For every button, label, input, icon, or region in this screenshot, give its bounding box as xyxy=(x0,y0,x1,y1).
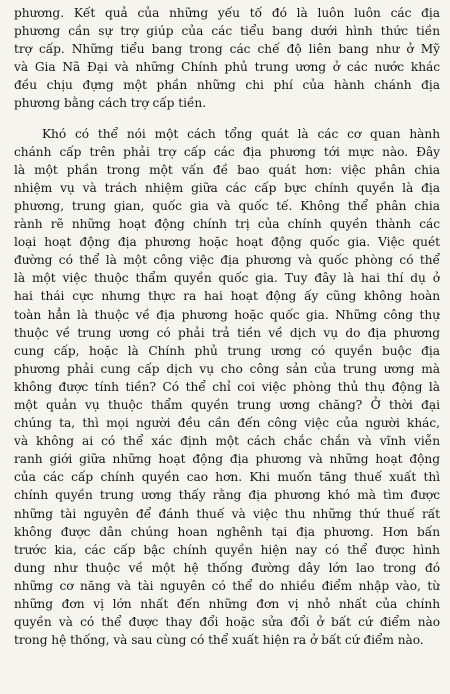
text-line: trước kia, các cấp bậc chính quyền hiện nay có thể được hình xyxy=(14,542,440,557)
text-line: Khó có thể nói một cách tổng quát là các cơ quan hành xyxy=(42,126,440,141)
text-line: phương phải cung cấp dịch vụ cho công sản của trung ương mà xyxy=(14,361,440,376)
text-line: đều chịu đựng một phần những chi phí của hành chánh địa xyxy=(14,78,440,93)
text-line: phương, trung gian, quốc gia và quốc tế. Không thể phân chia xyxy=(14,198,440,213)
text-line: không được tính tiền? Có thể chỉ coi việc phòng thủ thụ động là xyxy=(14,379,440,394)
text-line: những đơn vị lớn nhất đến những đơn vị nhỏ nhất của chính xyxy=(14,597,440,611)
text-line: chính quyền trung ương thấy rằng địa phương khó mà tìm được xyxy=(14,488,440,503)
text-line: những tài nguyên để đánh thuế và việc thu những thứ thuế rất xyxy=(14,506,440,521)
text-line: là một phần trong một vấn đề bao quát hơn: việc phân chia xyxy=(14,162,440,177)
text-line: ranh giới giữa những hoạt động địa phương và những hoạt động xyxy=(14,452,440,467)
text-line: phương cần sự trợ giúp của các tiểu bang dưới hình thức tiền xyxy=(14,24,440,39)
text-line: thuộc về trung ương có phải trả tiền về dịch vụ do địa phương xyxy=(14,325,440,340)
text-line: rành rẽ những hoạt động chính trị của chính quyền thành các xyxy=(14,217,440,232)
text-line: không được dân chúng hoan nghênh tại địa phương. Hơn bấn xyxy=(14,524,440,539)
text-line: quyền và có thể được thay đổi hoặc sửa đổi ở bất cứ điểm nào xyxy=(14,615,440,630)
text-line: loại hoạt động địa phương hoặc hoạt động quốc gia. Việc quét xyxy=(14,235,440,250)
text-line: trong hệ thống, và sau cùng có thể xuất hiện ra ở bất cứ điểm nào. xyxy=(14,633,424,648)
text-line: dung như thuộc về một hệ thống đường dây lớn lao trong đó xyxy=(14,560,440,575)
text-line: hai thái cực nhưng thực ra hai hoạt động ấy cũng không hoàn xyxy=(14,289,440,304)
text-line: cung cấp, hoặc là Chính phủ trung ương có quyền buộc địa xyxy=(14,343,440,358)
paragraph-1 xyxy=(14,4,440,113)
text-line: và không ai có thể xác định một cách chắc chắn và vĩnh viễn xyxy=(14,434,440,449)
text-line: nhiệm vụ và trách nhiệm giữa các cấp bực chính quyền là địa xyxy=(14,180,440,195)
text-line: phương bằng cách trợ cấp tiền. xyxy=(14,96,207,111)
text-line: phương. Kết quả của những yếu tố đó là luôn luôn các địa xyxy=(14,6,440,20)
text-line: những cơ năng và tài nguyên có thể do nhiều điểm nhập vào, từ xyxy=(14,578,440,593)
text-line: của các cấp chính quyền cao hơn. Khi muốn tăng thuế xuất thì xyxy=(14,470,440,485)
text-line: chúng ta, thì mọi người đều cần đến công việc của người khác, xyxy=(14,416,440,431)
text-line: là một việc thuộc thẩm quyền quốc gia. Tuy đây là hai thí dụ ở xyxy=(14,271,440,286)
text-line: trợ cấp. Những tiểu bang trong các chế độ liên bang như ở Mỹ xyxy=(14,42,440,57)
text-line: đường có thể là một công việc địa phương và quốc phòng có thể xyxy=(14,253,440,268)
text-line: toàn hẳn là thuộc về địa phương hoặc quốc gia. Những công thự xyxy=(14,307,440,322)
paragraph-2 xyxy=(14,125,440,650)
text-line: và Gia Nã Đại và những Chính phủ trung ương ở các nước khác xyxy=(14,60,440,75)
text-line: một quản vụ thuộc thẩm quyền trung ương chăng? Ở thời đại xyxy=(14,397,440,412)
text-line: chánh cấp trên phải trợ cấp các địa phương tới mực nào. Đây xyxy=(14,144,440,159)
